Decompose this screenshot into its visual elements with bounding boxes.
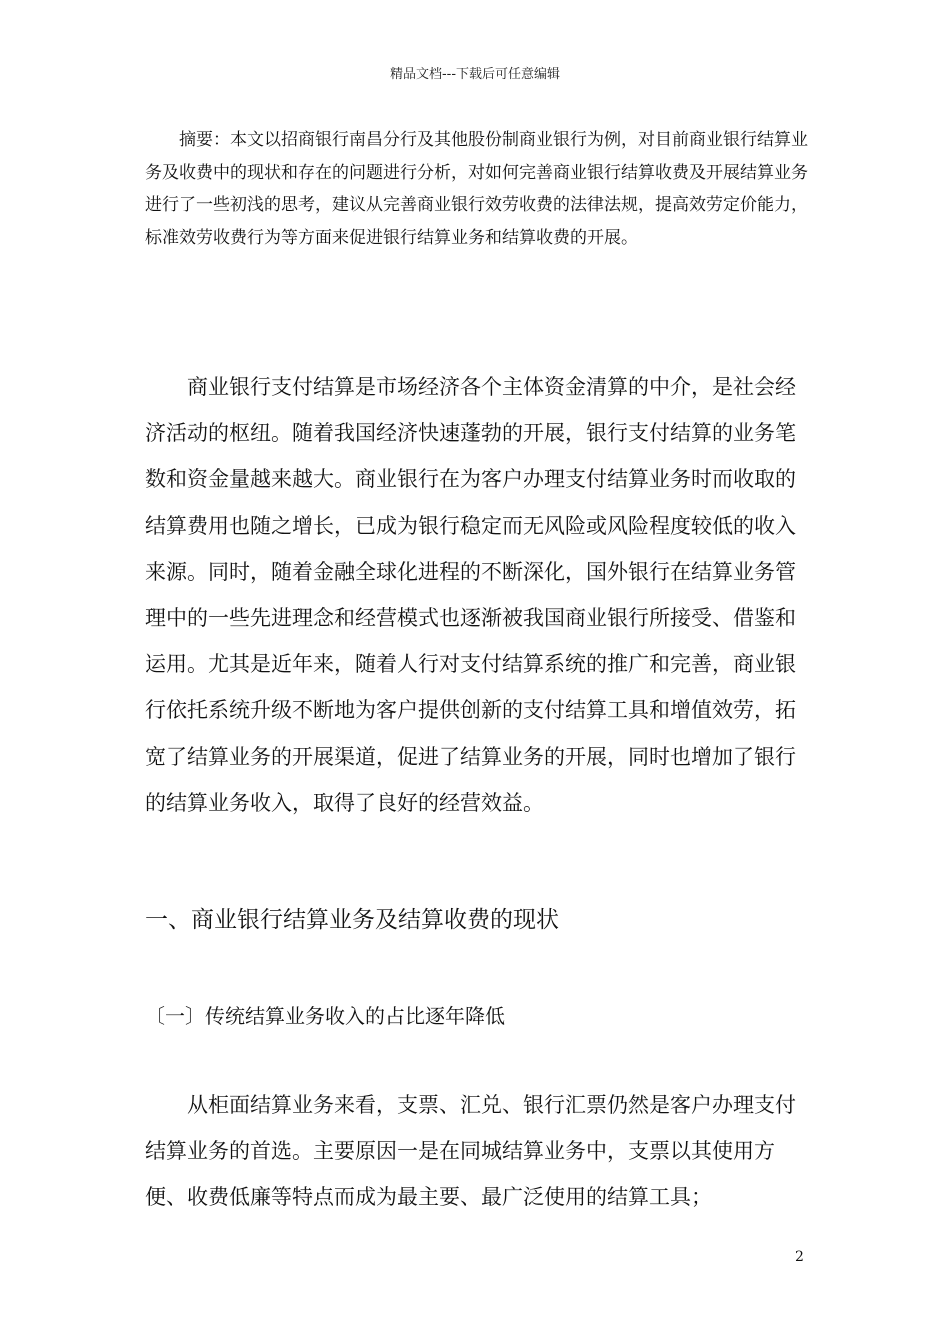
- subsection-paragraph: 从柜面结算业务来看，支票、汇兑、银行汇票仍然是客户办理支付结算业务的首选。主要原因一是在同城结算业务中，支票以其使用方便、收费低廉等特点而成为最主要、最广泛使用的结算工具；: [145, 1093, 796, 1210]
- section-heading: 一、商业银行结算业务及结算收费的现状: [145, 907, 559, 933]
- subsection-heading: 〔一〕传统结算业务收入的占比逐年降低: [145, 1004, 505, 1028]
- abstract-paragraph: 摘要：本文以招商银行南昌分行及其他股份制商业银行为例，对目前商业银行结算业务及收费中的现状和存在的问题进行分析，对如何完善商业银行结算收费及开展结算业务进行了一些初浅的思考，建议从完善商业银行效劳收费的法律法规，提高效劳定价能力，标准效劳收费行为等方面来促进银行结算业务和结算收费的开展。: [145, 130, 808, 248]
- page-header: 精品文档---下载后可任意编辑: [389, 67, 561, 82]
- intro-paragraph: 商业银行支付结算是市场经济各个主体资金清算的中介，是社会经济活动的枢纽。随着我国经济快速蓬勃的开展，银行支付结算的业务笔数和资金量越来越大。商业银行在为客户办理支付结算业务时而收取的结算费用也随之增长，已成为银行稳定而无风险或风险程度较低的收入来源。同时，随着金融全球化进程的不断深化，国外银行在结算业务管理中的一些先进理念和经营模式也逐渐被我国商业银行所接受、借鉴和运用。尤其是近年来，随着人行对支付结算系统的推广和完善，商业银行依托系统升级不断地为客户提供创新的支付结算工具和增值效劳，拓宽了结算业务的开展渠道，促进了结算业务的开展，同时也增加了银行的结算业务收入，取得了良好的经营效益。: [145, 375, 796, 815]
- page-number: 2: [795, 1249, 804, 1265]
